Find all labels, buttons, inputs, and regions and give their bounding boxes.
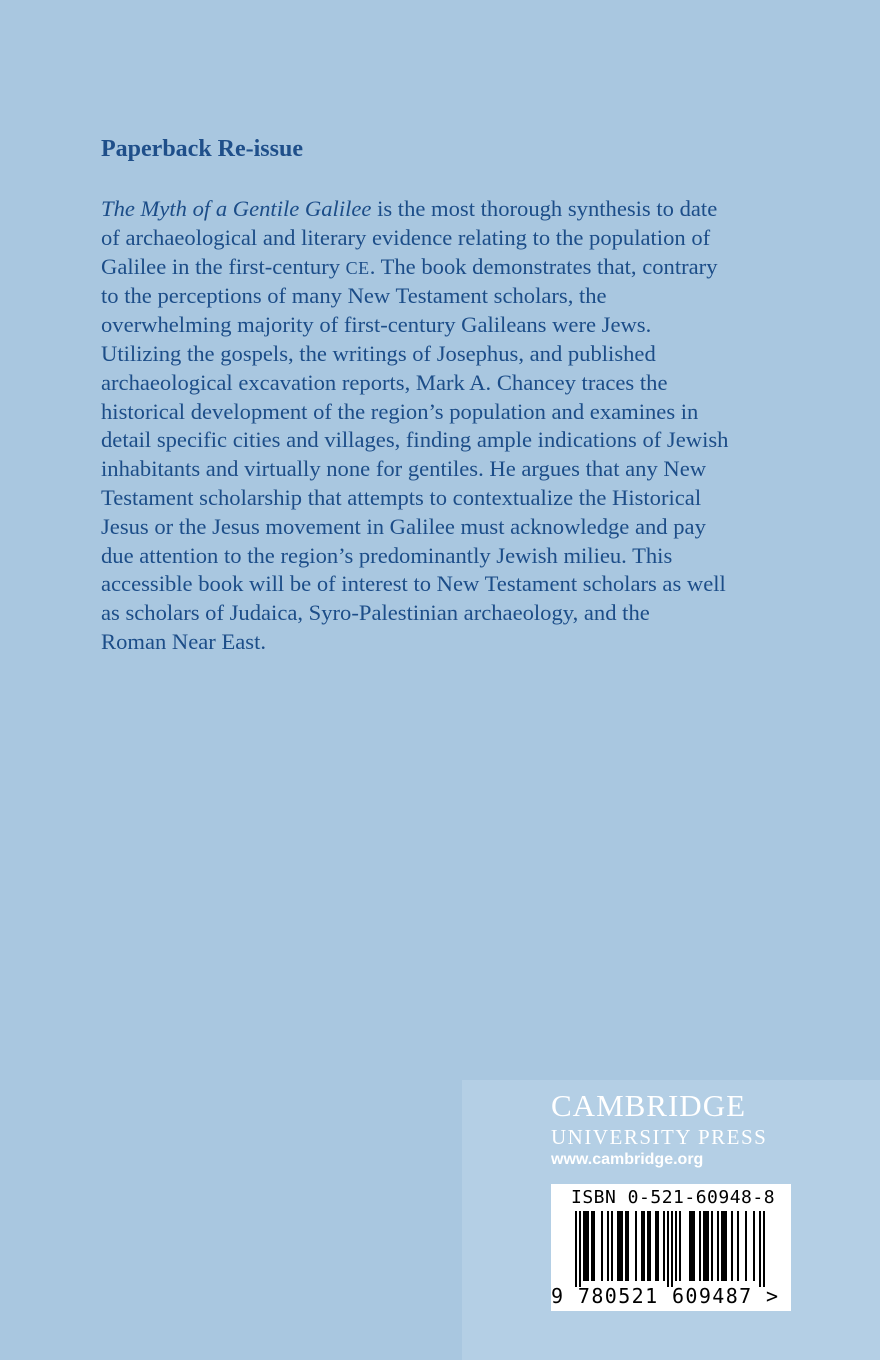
barcode-bar <box>689 1211 691 1281</box>
publisher-subtitle: UNIVERSITY PRESS <box>551 1125 768 1149</box>
barcode-bar <box>745 1211 747 1281</box>
barcode-label <box>551 1184 791 1311</box>
blurb-line: Roman Near East. <box>101 628 267 654</box>
barcode-bar <box>649 1211 651 1281</box>
barcode-bar <box>663 1211 665 1281</box>
blurb-line: due attention to the region’s predominantly Jewish milieu. This <box>101 542 673 568</box>
barcode-bar <box>717 1211 719 1281</box>
barcode-bar <box>617 1211 619 1281</box>
barcode-bar <box>611 1211 613 1281</box>
barcode-bar <box>647 1211 649 1281</box>
barcode-bar <box>753 1211 755 1281</box>
barcode-bar <box>575 1211 577 1287</box>
isbn-number: ISBN 0-521-60948-8 <box>571 1187 776 1208</box>
blurb-line: inhabitants and virtually none for gentiles. He argues that any New <box>101 456 707 482</box>
barcode-bar <box>731 1211 733 1281</box>
barcode-bar <box>627 1211 629 1281</box>
barcode-bar <box>583 1211 585 1281</box>
barcode-bar <box>705 1211 707 1281</box>
blurb-line: historical development of the region’s population and examines in <box>101 398 699 424</box>
barcode-bar <box>621 1211 623 1281</box>
blurb-line: as scholars of Judaica, Syro-Palestinian archaeology, and the <box>101 600 650 626</box>
blurb-line: overwhelming majority of first-century Galileans were Jews. <box>101 312 652 338</box>
barcode-bar <box>593 1211 595 1281</box>
barcode-bar <box>723 1211 725 1281</box>
barcode-bar <box>643 1211 645 1281</box>
cover-heading: Paperback Re-issue <box>101 136 303 162</box>
barcode-bar <box>711 1211 713 1281</box>
blurb-text: is the most thorough synthesis to date <box>371 196 718 221</box>
blurb-line <box>101 195 791 224</box>
barcode-bar <box>707 1211 709 1281</box>
ean-number: 9 780521 609487 > <box>551 1284 780 1308</box>
barcode-bar <box>579 1211 581 1287</box>
barcode-bar <box>619 1211 621 1281</box>
blurb-line: to the perceptions of many New Testament scholars, the <box>101 283 607 309</box>
publisher-name: CAMBRIDGE <box>551 1088 747 1123</box>
publisher-url: www.cambridge.org <box>551 1151 704 1168</box>
barcode-bar <box>679 1211 681 1281</box>
barcode-bar <box>641 1211 643 1281</box>
barcode-bar <box>759 1211 761 1287</box>
barcode-bar <box>655 1211 657 1281</box>
barcode-bar <box>737 1211 739 1281</box>
blurb-line: Utilizing the gospels, the writings of Josephus, and published <box>101 340 656 366</box>
blurb-line: of archaeological and literary evidence relating to the population of <box>101 224 711 250</box>
blurb-line: Testament scholarship that attempts to contextualize the Historical <box>101 484 702 510</box>
blurb-line: archaeological excavation reports, Mark A. Chancey traces the <box>101 369 668 395</box>
barcode-bar <box>691 1211 693 1281</box>
barcode-bar <box>635 1211 637 1281</box>
barcode-bar <box>763 1211 765 1287</box>
barcode-bar <box>721 1211 723 1281</box>
barcode-bar <box>671 1211 673 1287</box>
barcode-bar <box>601 1211 603 1281</box>
barcode-bar <box>703 1211 705 1281</box>
barcode-bar <box>657 1211 659 1281</box>
era-abbreviation: CE <box>345 257 370 278</box>
barcode-bar <box>591 1211 593 1281</box>
barcode-bar <box>607 1211 609 1281</box>
barcode-bar <box>693 1211 695 1281</box>
blurb-text: . The book demonstrates that, contrary <box>369 253 718 279</box>
blurb-text: Galilee in the first-century <box>101 253 346 279</box>
barcode-bar <box>585 1211 587 1281</box>
barcode-bar <box>725 1211 727 1281</box>
blurb-line: accessible book will be of interest to New Testament scholars as well <box>101 571 726 597</box>
blurb-line: Jesus or the Jesus movement in Galilee must acknowledge and pay <box>101 513 706 539</box>
barcode-bar <box>699 1211 701 1281</box>
book-description <box>101 195 791 657</box>
blurb-line: detail specific cities and villages, finding ample indications of Jewish <box>101 427 729 453</box>
barcode-bar <box>675 1211 677 1281</box>
blurb-line <box>101 253 791 283</box>
barcode-bar <box>625 1211 627 1281</box>
book-title: The Myth of a Gentile Galilee <box>101 196 372 221</box>
barcode-graphic <box>551 1211 791 1287</box>
barcode-bar <box>667 1211 669 1287</box>
barcode-bar <box>587 1211 589 1281</box>
